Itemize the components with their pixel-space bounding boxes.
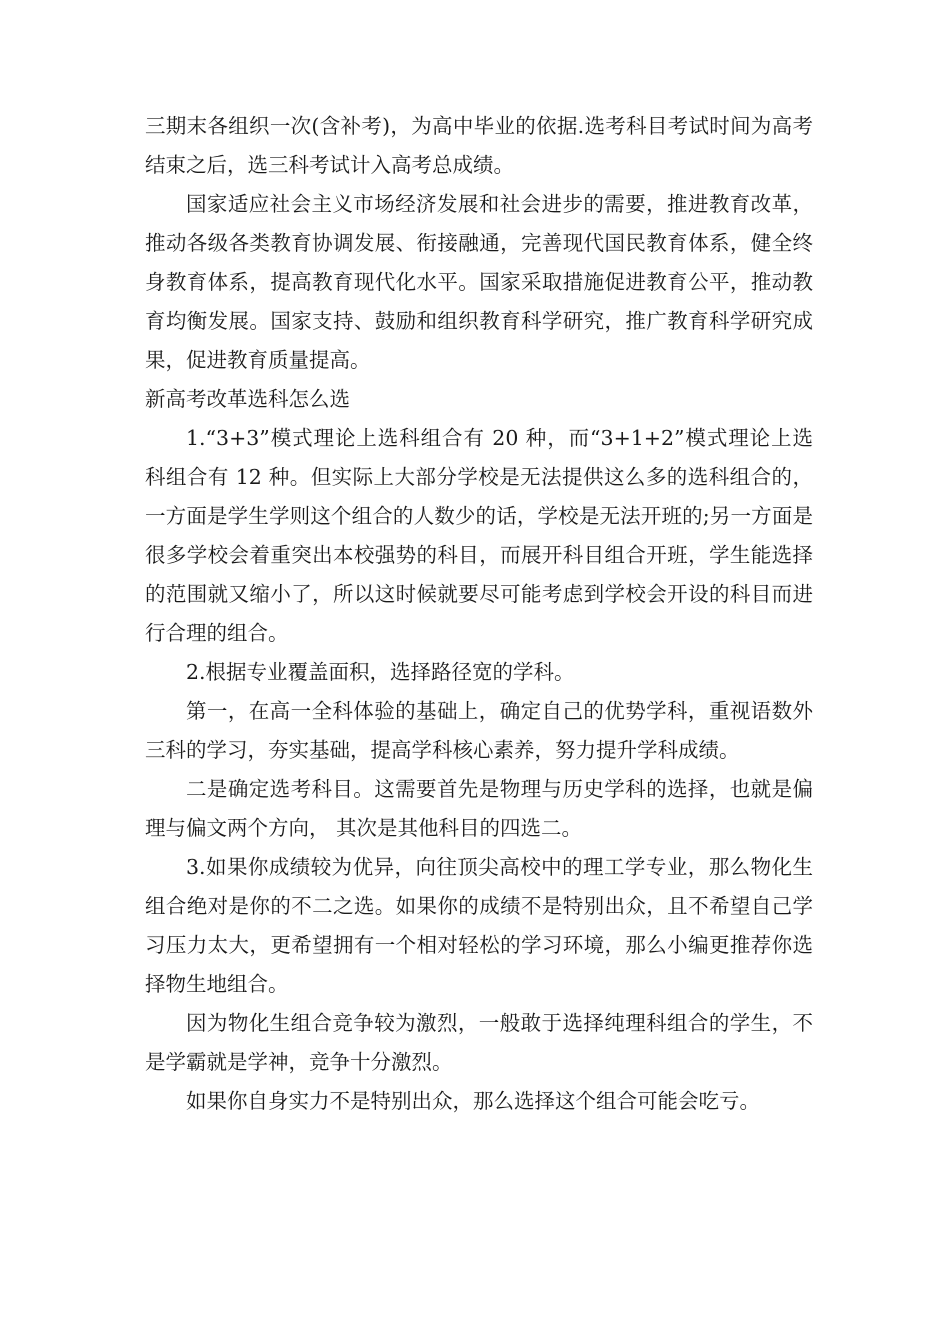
- paragraph-4: 1.“3+3”模式理论上选科组合有 20 种，而“3+1+2”模式理论上选科组合有 12 种。但实际上大部分学校是无法提供这么多的选科组合的，一方面是学生学则这个组合的人数少的话，学校是无法开班的;另一方面是很多学校会着重突出本校强势的科目，而展开科目组合开班，学生能选择的范围就又缩小了，所以这时候就要尽可能考虑到学校会开设的科目而进行合理的组合。: [145, 426, 813, 645]
- document-body: [145, 107, 813, 1121]
- paragraph-6: 第一，在高一全科体验的基础上，确定自己的优势学科，重视语数外三科的学习，夯实基础，提高学科核心素养，努力提升学科成绩。: [145, 699, 813, 762]
- paragraph-9: 因为物化生组合竞争较为激烈，一般敢于选择纯理科组合的学生，不是学霸就是学神，竞争十分激烈。: [145, 1011, 813, 1074]
- section-heading: 新高考改革选科怎么选: [145, 387, 350, 411]
- paragraph-2: 国家适应社会主义市场经济发展和社会进步的需要，推进教育改革，推动各级各类教育协调发展、衔接融通，完善现代国民教育体系，健全终身教育体系，提高教育现代化水平。国家采取措施促进教育公平，推动教育均衡发展。国家支持、鼓励和组织教育科学研究，推广教育科学研究成果，促进教育质量提高。: [145, 192, 813, 372]
- paragraph-1: 三期末各组织一次(含补考)，为高中毕业的依据.选考科目考试时间为高考结束之后，选三科考试计入高考总成绩。: [145, 114, 813, 177]
- paragraph-8: 3.如果你成绩较为优异，向往顶尖高校中的理工学专业，那么物化生组合绝对是你的不二之选。如果你的成绩不是特别出众，且不希望自己学习压力太大，更希望拥有一个相对轻松的学习环境，那么小编更推荐你选择物生地组合。: [145, 855, 813, 996]
- paragraph-7: 二是确定选考科目。这需要首先是物理与历史学科的选择，也就是偏理与偏文两个方向， 其次是其他科目的四选二。: [145, 777, 813, 840]
- paragraph-10: 如果你自身实力不是特别出众，那么选择这个组合可能会吃亏。: [186, 1089, 760, 1113]
- paragraph-5: 2.根据专业覆盖面积，选择路径宽的学科。: [186, 660, 575, 684]
